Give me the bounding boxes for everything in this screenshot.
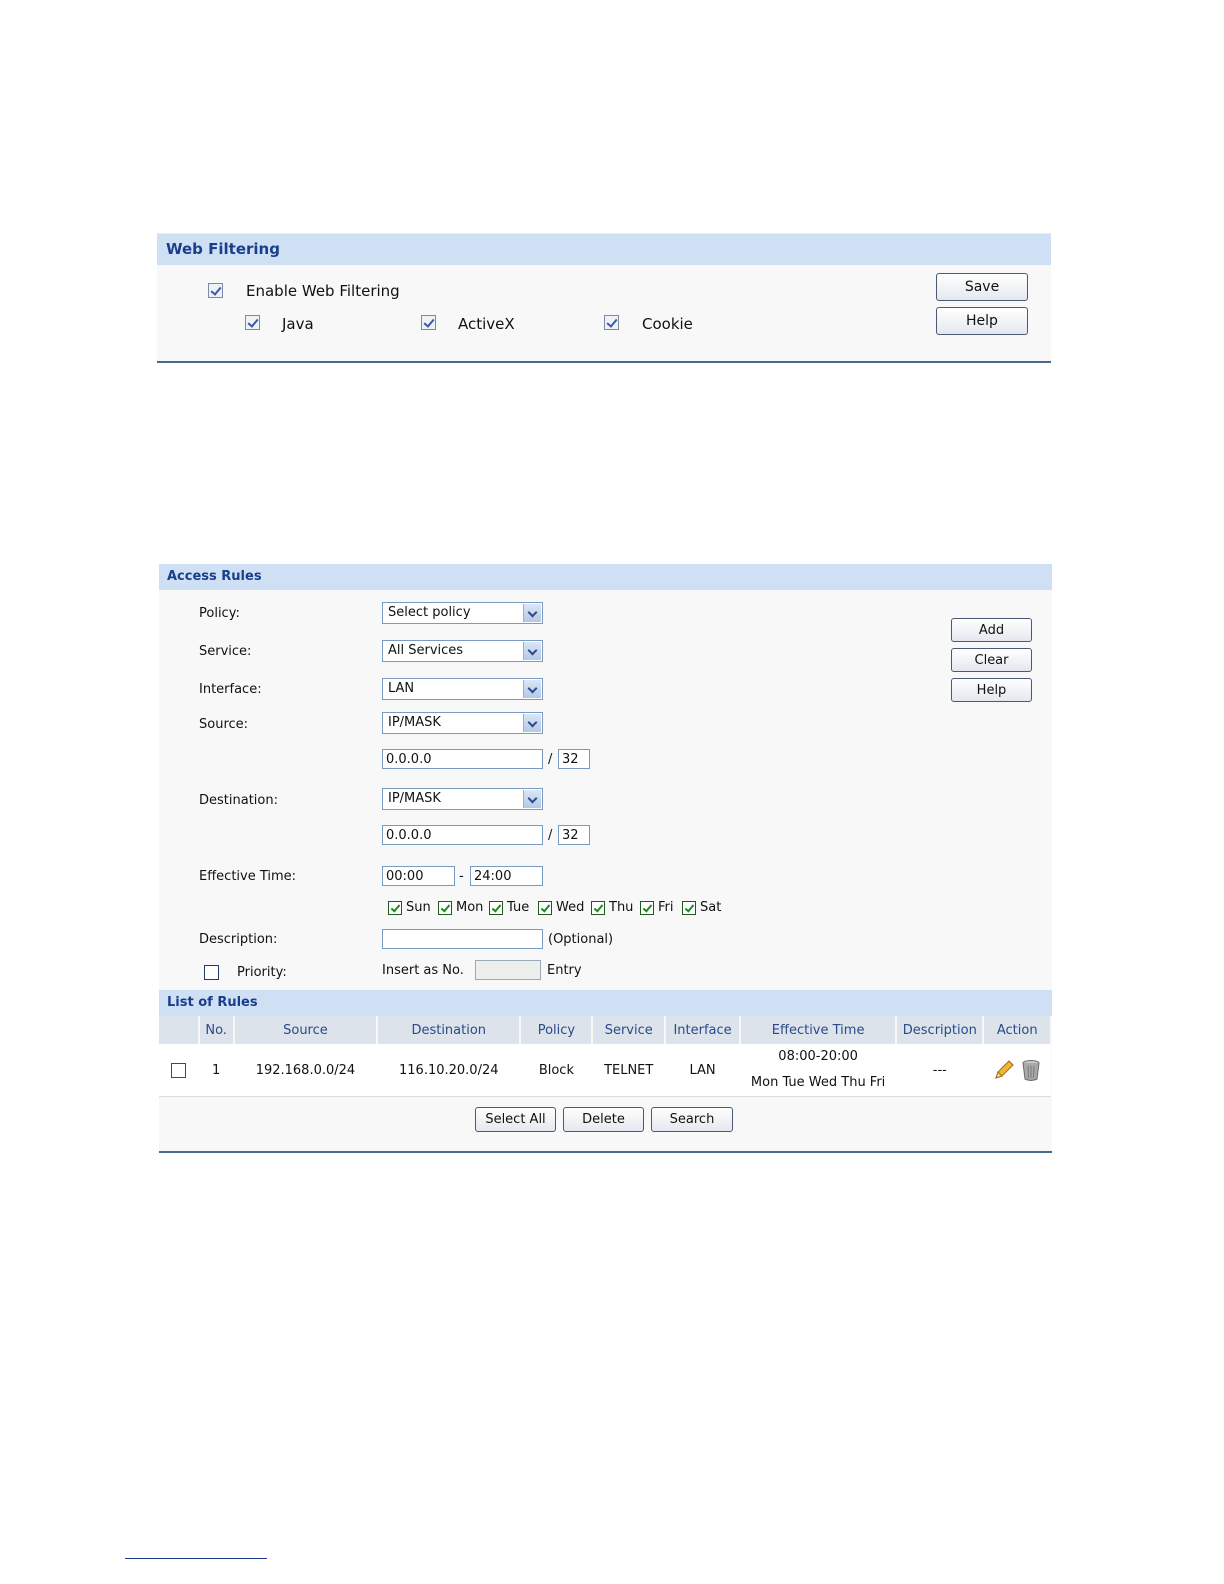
access-rules-title: Access Rules <box>167 569 262 584</box>
save-button[interactable]: Save <box>936 273 1028 301</box>
access-help-button[interactable]: Help <box>951 678 1032 702</box>
row-source: 192.168.0.0/24 <box>234 1044 377 1097</box>
source-label: Source: <box>199 717 249 732</box>
destination-type-value: IP/MASK <box>388 791 441 806</box>
destination-label: Destination: <box>199 793 278 808</box>
col-effective-time: Effective Time <box>740 1016 896 1044</box>
row-interface: LAN <box>665 1044 740 1097</box>
day-fri-label: Fri <box>658 900 674 915</box>
rules-table <box>159 1016 1052 1097</box>
col-no: No. <box>199 1016 234 1044</box>
table-row <box>159 1044 1051 1097</box>
row-days: Mon Tue Wed Thu Fri <box>750 1075 886 1090</box>
col-policy: Policy <box>520 1016 592 1044</box>
chevron-down-icon <box>523 714 541 732</box>
col-source: Source <box>234 1016 377 1044</box>
web-filtering-panel <box>157 233 1051 363</box>
service-label: Service: <box>199 644 252 659</box>
service-select[interactable] <box>382 640 543 662</box>
col-select <box>159 1016 199 1044</box>
row-service: TELNET <box>592 1044 665 1097</box>
time-end-input[interactable] <box>470 866 543 886</box>
col-description: Description <box>896 1016 983 1044</box>
destination-slash: / <box>548 828 553 843</box>
col-destination: Destination <box>377 1016 520 1044</box>
source-mask-input[interactable] <box>558 749 590 769</box>
time-start-input[interactable] <box>382 866 455 886</box>
day-sun-checkbox[interactable] <box>388 901 402 915</box>
help-button[interactable]: Help <box>936 307 1028 335</box>
destination-type-select[interactable] <box>382 788 543 810</box>
search-button[interactable]: Search <box>651 1107 733 1132</box>
priority-label: Priority: <box>237 965 287 980</box>
description-label: Description: <box>199 932 278 947</box>
day-sat-checkbox[interactable] <box>682 901 696 915</box>
activex-label: ActiveX <box>458 315 515 333</box>
col-service: Service <box>592 1016 665 1044</box>
enable-web-filtering-label: Enable Web Filtering <box>246 282 400 300</box>
row-action <box>983 1044 1051 1097</box>
day-fri-checkbox[interactable] <box>640 901 654 915</box>
day-mon-label: Mon <box>456 900 484 915</box>
access-rules-header <box>159 564 1052 590</box>
select-all-button[interactable]: Select All <box>475 1107 556 1132</box>
edit-pencil-icon[interactable] <box>992 1058 1016 1082</box>
chevron-down-icon <box>523 790 541 808</box>
web-filtering-divider <box>157 361 1051 363</box>
row-time: 08:00-20:00 <box>778 1049 858 1064</box>
destination-mask-input[interactable] <box>558 825 590 845</box>
web-filtering-title: Web Filtering <box>166 240 280 258</box>
day-sat-label: Sat <box>700 900 722 915</box>
destination-ip-input[interactable] <box>382 825 543 845</box>
source-type-select[interactable] <box>382 712 543 734</box>
list-of-rules-header <box>159 990 1052 1016</box>
time-dash: - <box>459 869 464 884</box>
row-destination: 116.10.20.0/24 <box>377 1044 520 1097</box>
day-mon-checkbox[interactable] <box>438 901 452 915</box>
source-type-value: IP/MASK <box>388 715 441 730</box>
day-wed-label: Wed <box>556 900 585 915</box>
delete-button[interactable]: Delete <box>563 1107 644 1132</box>
service-select-value: All Services <box>388 643 464 658</box>
cookie-label: Cookie <box>642 315 693 333</box>
activex-checkbox[interactable] <box>421 315 436 330</box>
policy-select-value: Select policy <box>388 605 471 620</box>
source-slash: / <box>548 752 553 767</box>
col-interface: Interface <box>665 1016 740 1044</box>
add-button[interactable]: Add <box>951 618 1032 642</box>
row-description: --- <box>896 1044 983 1097</box>
chevron-down-icon <box>523 642 541 660</box>
priority-checkbox[interactable] <box>204 965 219 980</box>
rules-header-row <box>159 1016 1051 1044</box>
list-of-rules-title: List of Rules <box>167 995 258 1010</box>
chevron-down-icon <box>523 604 541 622</box>
row-no: 1 <box>199 1044 234 1097</box>
day-tue-checkbox[interactable] <box>489 901 503 915</box>
footnote-rule <box>125 1558 267 1559</box>
effective-time-label: Effective Time: <box>199 869 297 884</box>
row-policy: Block <box>520 1044 592 1097</box>
cookie-checkbox[interactable] <box>604 315 619 330</box>
row-effective-time <box>740 1044 896 1097</box>
insert-as-label: Insert as No. <box>382 963 464 978</box>
day-tue-label: Tue <box>507 900 530 915</box>
access-rules-panel <box>159 564 1052 1153</box>
chevron-down-icon <box>523 680 541 698</box>
java-checkbox[interactable] <box>245 315 260 330</box>
row-select-cell <box>159 1044 199 1097</box>
policy-select[interactable] <box>382 602 543 624</box>
clear-button[interactable]: Clear <box>951 648 1032 672</box>
description-input[interactable] <box>382 929 543 949</box>
interface-label: Interface: <box>199 682 262 697</box>
web-filtering-header <box>157 233 1051 265</box>
policy-label: Policy: <box>199 606 240 621</box>
entry-label: Entry <box>547 963 582 978</box>
day-thu-checkbox[interactable] <box>591 901 605 915</box>
day-sun-label: Sun <box>406 900 431 915</box>
priority-number-input[interactable] <box>475 960 541 980</box>
row-select-checkbox[interactable] <box>171 1063 186 1078</box>
enable-web-filtering-checkbox[interactable] <box>208 283 223 298</box>
delete-trash-icon[interactable] <box>1020 1058 1042 1082</box>
col-action: Action <box>983 1016 1051 1044</box>
day-wed-checkbox[interactable] <box>538 901 552 915</box>
interface-select[interactable] <box>382 678 543 700</box>
interface-select-value: LAN <box>388 681 415 696</box>
java-label: Java <box>282 315 314 333</box>
source-ip-input[interactable] <box>382 749 543 769</box>
day-thu-label: Thu <box>609 900 634 915</box>
access-rules-divider <box>159 1151 1052 1153</box>
optional-hint: (Optional) <box>548 932 614 947</box>
